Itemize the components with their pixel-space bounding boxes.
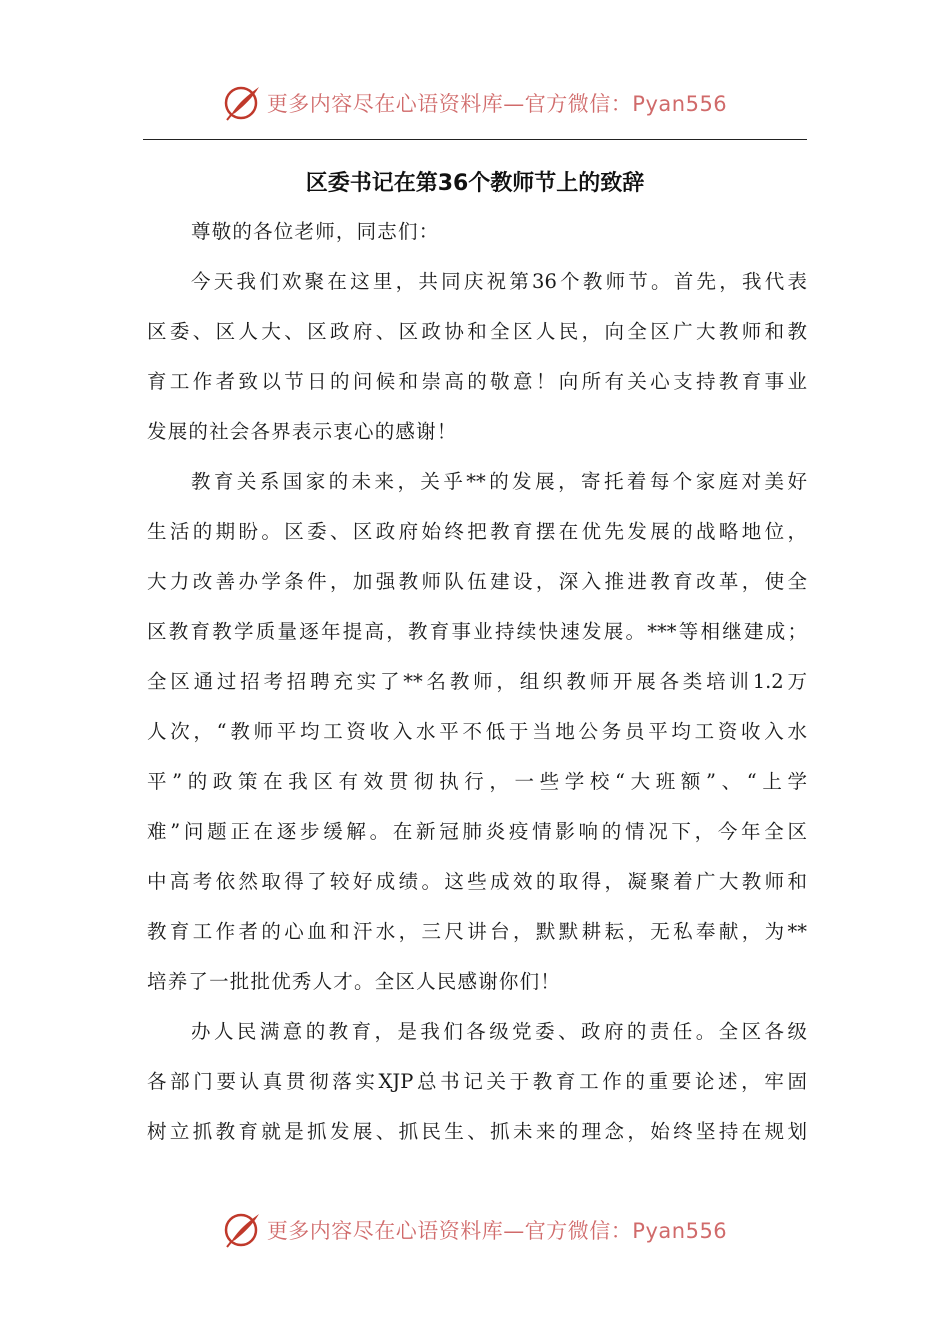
body-line: 办人民满意的教育，是我们各级党委、政府的责任。全区各级: [191, 1020, 807, 1043]
body-line: 全区通过招考招聘充实了**名教师，组织教师开展各类培训1.2万: [147, 670, 807, 693]
body-line: 树立抓教育就是抓发展、抓民生、抓未来的理念，始终坚持在规划: [147, 1120, 807, 1143]
body-line: 培养了一批批优秀人才。全区人民感谢你们！: [147, 970, 562, 993]
footer-banner-text: 更多内容尽在心语资料库—官方微信：Pyan556: [266, 1219, 728, 1243]
body-line: 人次，“教师平均工资收入水平不低于当地公务员平均工资收入水: [147, 720, 807, 743]
quill-pen-icon: [223, 1210, 263, 1250]
salutation-line: 尊敬的各位老师，同志们：: [191, 220, 440, 243]
body-line: 教育关系国家的未来，关乎**的发展，寄托着每个家庭对美好: [191, 470, 807, 493]
header-banner: [0, 78, 950, 128]
document-body: [147, 216, 807, 1166]
body-line: 难”问题正在逐步缓解。在新冠肺炎疫情影响的情况下，今年全区: [147, 820, 807, 843]
body-line: 各部门要认真贯彻落实XJP总书记关于教育工作的重要论述，牢固: [147, 1070, 807, 1093]
body-line: 教育工作者的心血和汗水，三尺讲台，默默耕耘，无私奉献，为**: [147, 920, 807, 943]
body-line: 今天我们欢聚在这里，共同庆祝第36个教师节。首先，我代表: [191, 270, 807, 293]
body-line: 生活的期盼。区委、区政府始终把教育摆在优先发展的战略地位，: [147, 520, 807, 543]
body-line: 大力改善办学条件，加强教师队伍建设，深入推进教育改革，使全: [147, 570, 807, 593]
footer-banner: [0, 1205, 950, 1255]
body-line: 育工作者致以节日的问候和崇高的敬意！向所有关心支持教育事业: [147, 370, 807, 393]
quill-pen-icon: [223, 83, 263, 123]
document-title: 区委书记在第36个教师节上的致辞: [305, 171, 645, 196]
body-line: 发展的社会各界表示衷心的感谢！: [147, 420, 458, 443]
body-line: 区委、区人大、区政府、区政协和全区人民，向全区广大教师和教: [147, 320, 807, 343]
header-banner-text: 更多内容尽在心语资料库—官方微信：Pyan556: [266, 92, 728, 116]
header-rule: [143, 139, 807, 140]
body-line: 平”的政策在我区有效贯彻执行，一些学校“大班额”、“上学: [147, 770, 807, 793]
body-line: 区教育教学质量逐年提高，教育事业持续快速发展。***等相继建成；: [147, 620, 807, 643]
body-line: 中高考依然取得了较好成绩。这些成效的取得，凝聚着广大教师和: [147, 870, 807, 893]
